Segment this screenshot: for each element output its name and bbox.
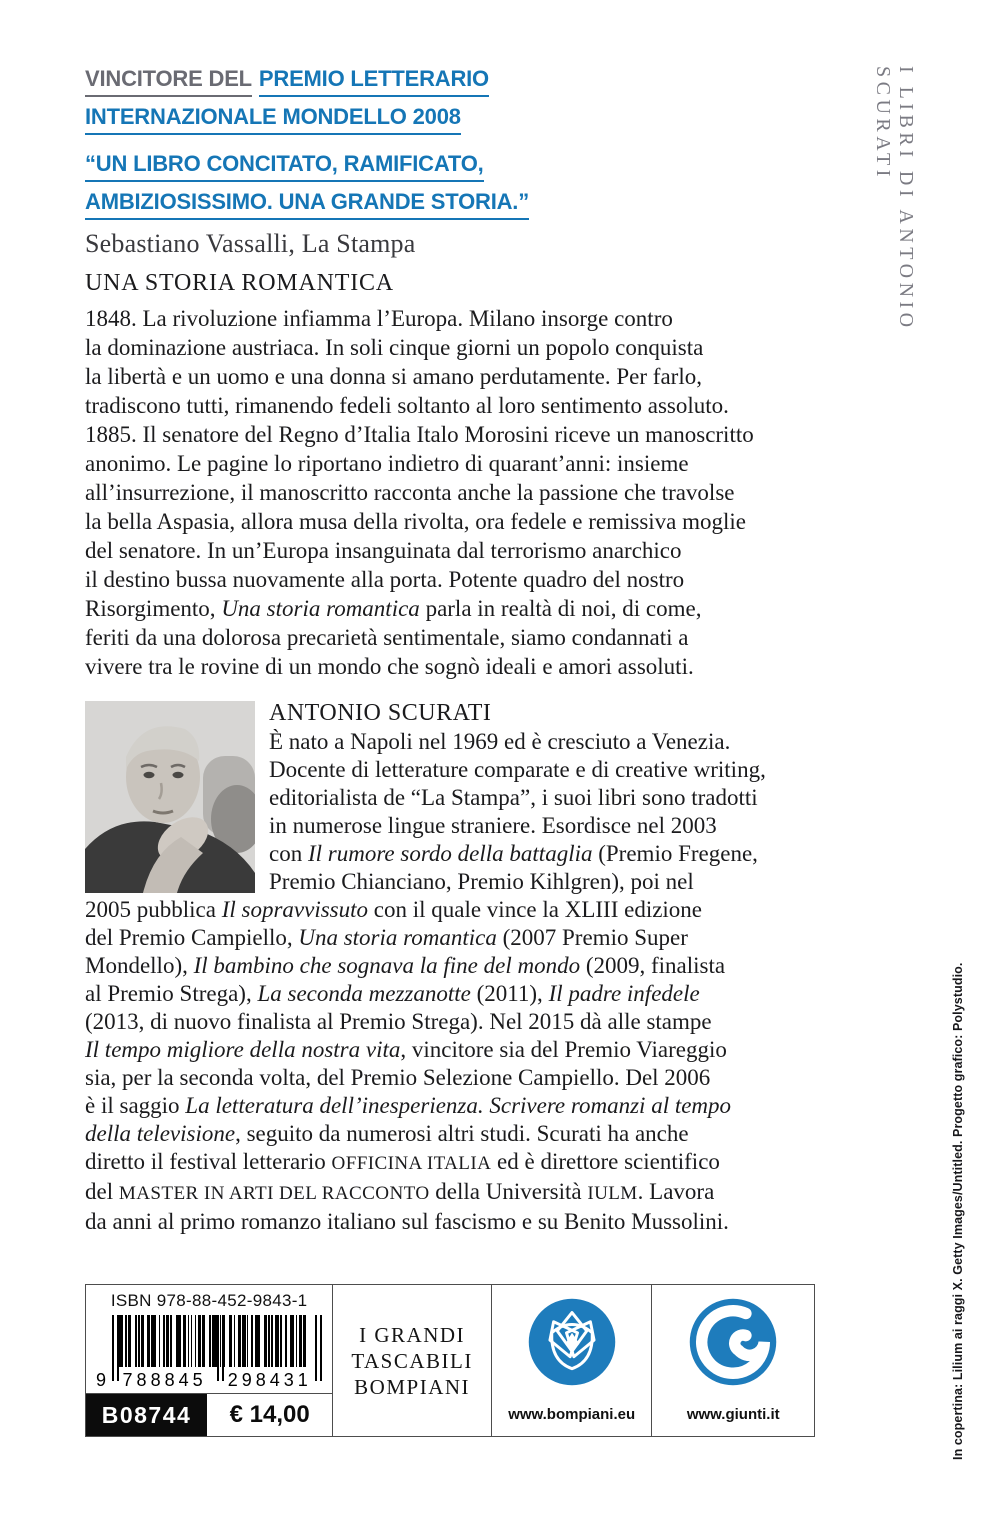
book-title-heading: UNA STORIA ROMANTICA bbox=[85, 270, 394, 296]
cover-credit-text: In copertina: Lilium ai raggi X. Getty Images/Untitled. Progetto grafico: Polystudio. bbox=[951, 962, 965, 1460]
synopsis-text: 1848. La rivoluzione infiamma l’Europa. Milano insorge contro la dominazione austriaca. In soli cinque giorni un popolo conquista la libertà e un uomo e una donna si amano perdutamente. Per farlo, tradiscono tutti, rimanendo fedeli soltanto al loro sentimento assoluto. 1885. Il senatore del Regno d’Italia Italo Morosini riceve un manoscritto anonimo. Le pagine lo riportano indietro di quarant’anni: insieme all’insurrezione, il manoscritto racconta anche la passione che travolse la bella Aspasia, allora musa della rivolta, ora fedele e remissiva moglie del senatore. In un’Europa insanguinata dal terrorismo anarchico il destino bussa nuovamente alla porta. Potente quadro del nostro Risorgimento, Una storia romantica parla in realtà di noi, di come, feriti da una dolorosa precarietà sentimentale, siamo condannati a vivere tra le rovine di un mondo che sognò ideali e amori assoluti. bbox=[85, 306, 754, 679]
author-bio-text: È nato a Napoli nel 1969 ed è cresciuto a Venezia. Docente di letterature comparate e di creative writing, editorialista de “La Stampa”, i suoi libri sono tradotti in numerose lingue straniere. Esordisce nel 2003 con Il rumore sordo della battaglia (Premio Fregene, Premio Chianciano, Premio Kihlgren), poi nel 2005 pubblica Il sopravvissuto con il quale vince la XLIII edizione del Premio Campiello, Una storia romantica (2007 Premio Super Mondello), Il bambino che sognava la fine del mondo (2009, finalista al Premio Strega), La seconda mezzanotte (2011), Il padre infedele (2013, di nuovo finalista al Premio Strega). Nel 2015 dà alle stampe Il tempo migliore della nostra vita, vincitore sia del Premio Viareggio sia, per la seconda volta, del Premio Selezione Campiello. Del 2006 è il saggio La letteratura dell’inesperienza. Scrivere romanzi al tempo della televisione, seguito da numerosi altri studi. Scurati ha anche diretto il festival letterario OFFICINA ITALIA ed è direttore scientifico del MASTER IN ARTI DEL RACCONTO della Università IULM. Lavora da anni al primo romanzo italiano sul fascismo e su Benito Mussolini. bbox=[85, 729, 766, 1234]
edition-code: B08744 bbox=[86, 1394, 207, 1436]
award-line-1 bbox=[85, 66, 529, 97]
bompiani-cell bbox=[492, 1285, 653, 1436]
bompiani-url: www.bompiani.eu bbox=[508, 1406, 636, 1423]
quote-line-1: “UN LIBRO CONCITATO, RAMIFICATO, bbox=[85, 151, 529, 182]
giunti-cell bbox=[652, 1285, 814, 1436]
giunti-logo-icon bbox=[687, 1296, 779, 1393]
awards-block bbox=[85, 66, 529, 259]
barcode-guard-right bbox=[320, 1315, 322, 1381]
award-line-2: INTERNAZIONALE MONDELLO 2008 bbox=[85, 104, 529, 135]
barcode-guard-left bbox=[112, 1315, 114, 1381]
quote-attribution: Sebastiano Vassalli, La Stampa bbox=[85, 229, 416, 258]
award-prefix: VINCITORE DEL bbox=[85, 66, 252, 97]
author-name-heading: ANTONIO SCURATI bbox=[269, 700, 492, 726]
author-bio-section bbox=[85, 699, 877, 1236]
barcode-guard-middle bbox=[217, 1315, 219, 1381]
side-vertical-title: I LIBRI DI ANTONIO SCURATI bbox=[872, 66, 917, 332]
isbn-label: ISBN 978-88-452-9843-1 bbox=[110, 1291, 308, 1310]
synopsis-section bbox=[85, 270, 877, 681]
imprint-cell bbox=[333, 1285, 492, 1436]
barcode-bars bbox=[112, 1315, 322, 1367]
bompiani-rose-icon bbox=[526, 1296, 618, 1393]
barcode-cell bbox=[86, 1285, 333, 1436]
press-quote bbox=[85, 151, 529, 220]
quote-line-2: AMBIZIOSISSIMO. UNA GRANDE STORIA.” bbox=[85, 189, 529, 220]
barcode-digits: 9 788845 298431 bbox=[96, 1370, 312, 1390]
price: € 14,00 bbox=[229, 1401, 310, 1428]
author-photo bbox=[85, 701, 255, 893]
imprint-text: I GRANDI TASCABILI BOMPIANI bbox=[351, 1322, 473, 1399]
code-price-row bbox=[86, 1394, 332, 1436]
barcode-panel bbox=[86, 1285, 332, 1394]
giunti-url: www.giunti.it bbox=[686, 1406, 780, 1423]
award-title: PREMIO LETTERARIO bbox=[259, 66, 489, 97]
footer-strip bbox=[85, 1284, 815, 1437]
